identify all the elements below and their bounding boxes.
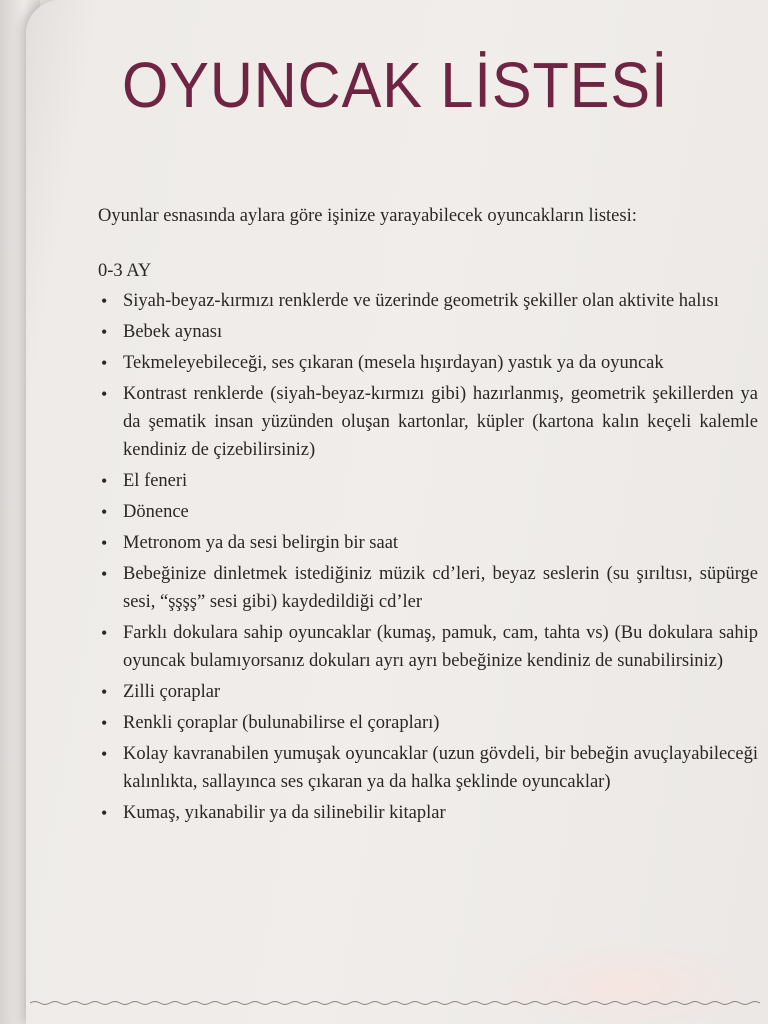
list-item <box>98 467 758 495</box>
list-item <box>98 709 758 737</box>
list-item-text: Renkli çoraplar (bulunabilirse el çorapları) <box>123 713 440 733</box>
list-item-text: Kolay kavranabilen yumuşak oyuncaklar (uzun gövdeli, bir bebeğin avuçlayabileceği kalınlıkta, sallayınca ses çıkaran ya da halka şeklinde oyuncaklar) <box>123 744 758 792</box>
bullet-marker: • <box>101 623 108 643</box>
bullet-marker: • <box>101 384 108 404</box>
list-item-text: Kumaş, yıkanabilir ya da silinebilir kitaplar <box>123 803 446 823</box>
bullet-marker: • <box>101 682 108 702</box>
list-item-text: Zilli çoraplar <box>123 682 221 702</box>
list-item <box>98 349 758 377</box>
bullet-marker: • <box>101 803 108 823</box>
list-item <box>98 678 758 706</box>
list-item <box>98 799 758 827</box>
toy-list <box>98 287 758 830</box>
intro-paragraph: Oyunlar esnasında aylara göre işinize yarayabilecek oyuncakların listesi: <box>98 206 637 226</box>
bullet-marker: • <box>101 291 108 311</box>
list-item-text: Siyah-beyaz-kırmızı renklerde ve üzerinde geometrik şekiller olan aktivite halısı <box>123 291 719 311</box>
bullet-marker: • <box>101 533 108 553</box>
bullet-marker: • <box>101 564 108 584</box>
list-item-text: Bebek aynası <box>123 322 223 342</box>
list-item <box>98 380 758 464</box>
list-item <box>98 560 758 616</box>
list-item-text: Farklı dokulara sahip oyuncaklar (kumaş, pamuk, cam, tahta vs) (Bu dokulara sahip oyuncak bulamıyorsanız dokuları ayrı ayrı bebeğinize kendiniz de sunabilirsiniz) <box>123 623 758 671</box>
list-item <box>98 287 758 315</box>
list-item <box>98 498 758 526</box>
list-item <box>98 619 758 675</box>
bullet-marker: • <box>101 471 108 491</box>
footer-wavy-rule <box>30 1000 760 1006</box>
list-item <box>98 740 758 796</box>
list-item-text: Kontrast renklerde (siyah-beyaz-kırmızı gibi) hazırlanmış, geometrik şekillerden ya da şematik insan yüzünden oluşan kartonlar, küpler (kartona kalın keçeli kalemle kendiniz de çizebilirsiniz) <box>123 384 758 460</box>
list-item-text: Bebeğinize dinletmek istediğiniz müzik cd’leri, beyaz seslerin (su şırıltısı, süpürge sesi, “şşşş” sesi gibi) kaydedildiği cd’ler <box>123 564 758 612</box>
list-item-text: Metronom ya da sesi belirgin bir saat <box>123 533 399 553</box>
page-title: OYUNCAK LİSTESİ <box>122 49 669 121</box>
list-item-text: Dönence <box>123 502 189 522</box>
book-page <box>26 0 768 1024</box>
bullet-marker: • <box>101 713 108 733</box>
bullet-marker: • <box>101 322 108 342</box>
bullet-marker: • <box>101 744 108 764</box>
bullet-marker: • <box>101 502 108 522</box>
bullet-marker: • <box>101 353 108 373</box>
list-item <box>98 318 758 346</box>
section-heading-0-3-months: 0-3 AY <box>98 261 152 281</box>
list-item <box>98 529 758 557</box>
light-glare <box>496 940 756 1024</box>
list-item-text: Tekmeleyebileceği, ses çıkaran (mesela hışırdayan) yastık ya da oyuncak <box>123 353 664 373</box>
list-item-text: El feneri <box>123 471 188 491</box>
